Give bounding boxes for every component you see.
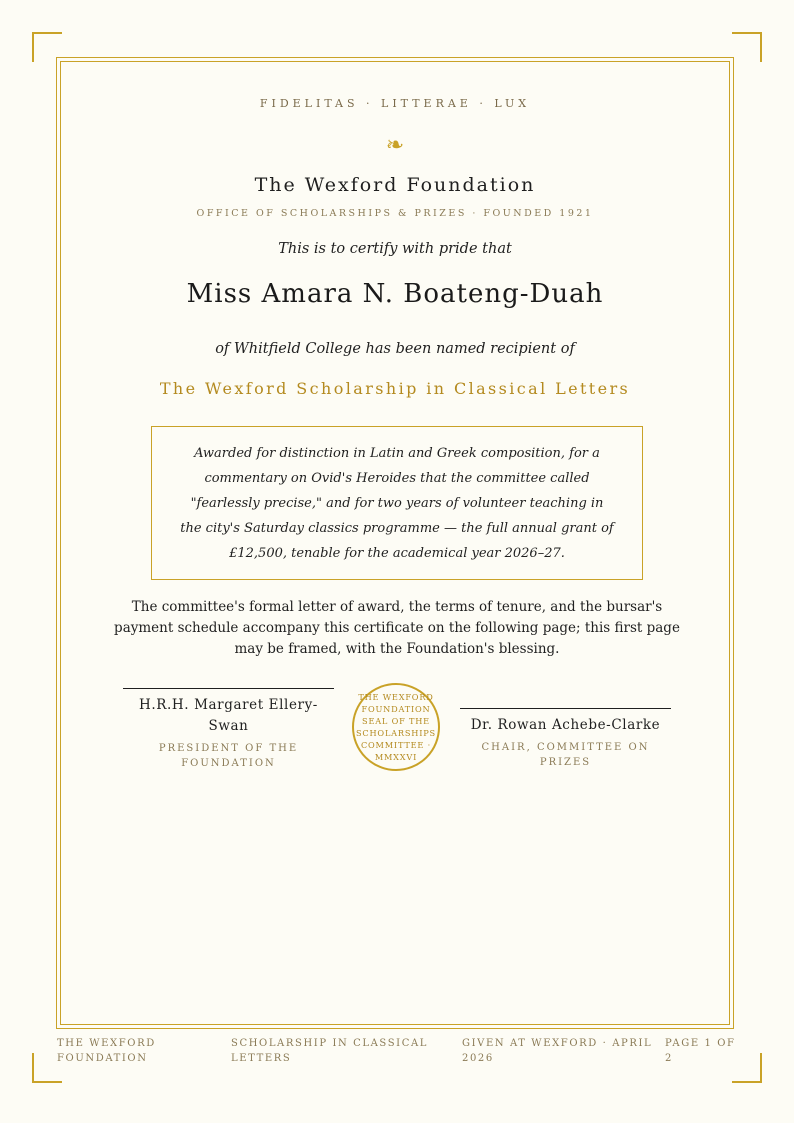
fleuron-icon: ❧ [385,133,405,158]
footer-page-number: PAGE 1 OF 2 [665,1038,736,1064]
signatory-name: H.R.H. Margaret Ellery-Swan [139,697,318,734]
signature-line [123,688,334,689]
award-title: The Wexford Scholarship in Classical Letters [159,379,631,398]
organization-subtitle: OFFICE OF SCHOLARSHIPS & PRIZES · FOUNDED 1921 [196,208,594,219]
seal-text: THE WEXFORD FOUNDATION SEAL OF THE SCHOLARSHIPS COMMITTEE · MMXXVI [356,692,436,762]
signatory-role: CHAIR, COMMITTEE ON PRIZES [481,742,650,768]
certify-line: This is to certify with pride that [278,241,512,257]
citation-text: Awarded for distinction in Latin and Greek composition, for a commentary on Ovid's Heroides that the committee called "fearlessly precise," and for two years of volunteer teaching in the city's Saturday classics programme — the full annual grant of £12,500, tenable for the academical year 2026–27. [180,446,614,561]
signatory-name: Dr. Rowan Achebe-Clarke [470,717,661,733]
motto: FIDELITAS · LITTERAE · LUX [259,97,531,110]
corner-ornament-top-right [732,32,762,62]
college-line: of Whitfield College has been named recipient of [215,341,575,357]
footer-award: SCHOLARSHIP IN CLASSICAL LETTERS [231,1038,429,1064]
signature-block-chair [460,708,671,770]
footer-organization: THE WEXFORD FOUNDATION [57,1038,156,1064]
signature-line [460,708,671,709]
recipient-name: Miss Amara N. Boateng-Duah [186,279,604,309]
citation-box [151,426,643,580]
signatory-role: PRESIDENT OF THE FOUNDATION [158,743,299,769]
organization-name: The Wexford Foundation [254,174,536,196]
signature-block-president [123,688,334,771]
footer-given: GIVEN AT WEXFORD · APRIL 2026 [462,1038,653,1064]
committee-seal [352,683,440,771]
accompanying-note: The committee's formal letter of award, the terms of tenure, and the bursar's payment schedule accompany this certificate on the following page; this first page may be framed, with the Foundation's blessing. [114,599,680,657]
